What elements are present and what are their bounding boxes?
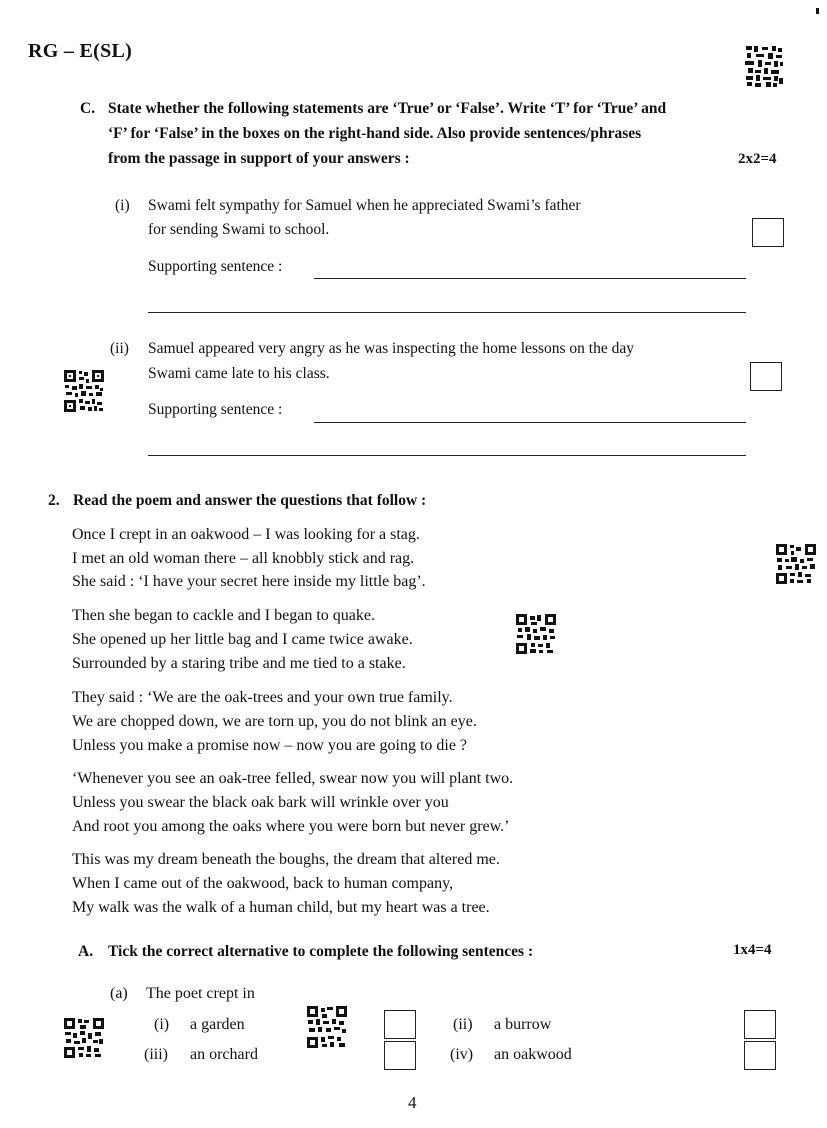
question-2-number: 2. (48, 492, 60, 509)
qr-code-icon (744, 44, 784, 88)
item-i-number: (i) (115, 197, 130, 214)
item-i-line-2: for sending Swami to school. (148, 221, 330, 238)
section-c-instruction-line-2: ‘F’ for ‘False’ in the boxes on the right-hand side. Also provide sentences/phrases (108, 125, 642, 142)
section-c-marks: 2x2=4 (738, 151, 777, 167)
item-ii-support-label: Supporting sentence : (148, 401, 283, 418)
qr-code-icon (307, 1006, 347, 1048)
option-ii-tick-box[interactable] (744, 1010, 776, 1039)
qr-code-icon (64, 370, 104, 412)
scan-mark (816, 8, 819, 14)
option-i-text: a garden (190, 1016, 245, 1033)
section-c-instruction-line-3: from the passage in support of your answers : (108, 150, 410, 167)
poem-line: We are chopped down, we are torn up, you do not blink an eye. (72, 713, 477, 730)
option-i-number: (i) (154, 1016, 170, 1033)
option-iii-tick-box[interactable] (384, 1041, 416, 1070)
poem-line: Then she began to cackle and I began to quake. (72, 607, 375, 624)
poem-line: Surrounded by a staring tribe and me tied to a stake. (72, 655, 406, 672)
question-2-instruction: Read the poem and answer the questions that follow : (73, 492, 427, 509)
poem-line: They said : ‘We are the oak-trees and your own true family. (72, 689, 453, 706)
poem-line: When I came out of the oakwood, back to human company, (72, 875, 454, 892)
qr-code-icon (64, 1018, 104, 1058)
item-i-support-label: Supporting sentence : (148, 258, 283, 275)
answer-box-i[interactable] (752, 218, 784, 247)
option-iv-number: (iv) (450, 1046, 474, 1063)
supporting-sentence-line[interactable] (314, 278, 746, 279)
poem-line: She said : ‘I have your secret here inside my little bag’. (72, 573, 426, 590)
section-a-label: A. (78, 943, 94, 960)
qr-code-icon (516, 614, 556, 654)
item-a-number: (a) (110, 985, 128, 1002)
item-a-stem: The poet crept in (146, 985, 255, 1002)
section-a-instruction: Tick the correct alternative to complete the following sentences : (108, 943, 534, 960)
option-iii-text: an orchard (190, 1046, 258, 1063)
poem-line: My walk was the walk of a human child, but my heart was a tree. (72, 899, 490, 916)
poem-line: This was my dream beneath the boughs, the dream that altered me. (72, 851, 500, 868)
option-iv-text: an oakwood (494, 1046, 572, 1063)
supporting-sentence-line[interactable] (148, 312, 746, 313)
section-c-label: C. (80, 100, 96, 117)
qr-code-icon (776, 544, 816, 584)
poem-line: I met an old woman there – all knobbly stick and rag. (72, 550, 415, 567)
item-ii-number: (ii) (110, 340, 129, 357)
section-a-marks: 1x4=4 (733, 942, 772, 958)
poem-line: And root you among the oaks where you were born but never grew.’ (72, 818, 510, 835)
option-iv-tick-box[interactable] (744, 1041, 776, 1070)
section-c-instruction-line-1: State whether the following statements are ‘True’ or ‘False’. Write ‘T’ for ‘True’ and (108, 100, 667, 117)
paper-code: RG – E(SL) (28, 40, 133, 62)
answer-box-ii[interactable] (750, 362, 782, 391)
option-ii-number: (ii) (453, 1016, 473, 1033)
item-ii-line-1: Samuel appeared very angry as he was inspecting the home lessons on the day (148, 340, 634, 357)
supporting-sentence-line[interactable] (314, 422, 746, 423)
option-i-tick-box[interactable] (384, 1010, 416, 1039)
supporting-sentence-line[interactable] (148, 455, 746, 456)
poem-line: Once I crept in an oakwood – I was looking for a stag. (72, 526, 420, 543)
poem-line: Unless you make a promise now – now you are going to die ? (72, 737, 468, 754)
page-number: 4 (408, 1093, 417, 1112)
poem-line: ‘Whenever you see an oak-tree felled, swear now you will plant two. (72, 770, 514, 787)
item-i-line-1: Swami felt sympathy for Samuel when he appreciated Swami’s father (148, 197, 581, 214)
poem-line: Unless you swear the black oak bark will wrinkle over you (72, 794, 449, 811)
item-ii-line-2: Swami came late to his class. (148, 365, 330, 382)
poem-line: She opened up her little bag and I came twice awake. (72, 631, 413, 648)
option-ii-text: a burrow (494, 1016, 552, 1033)
option-iii-number: (iii) (144, 1046, 168, 1063)
